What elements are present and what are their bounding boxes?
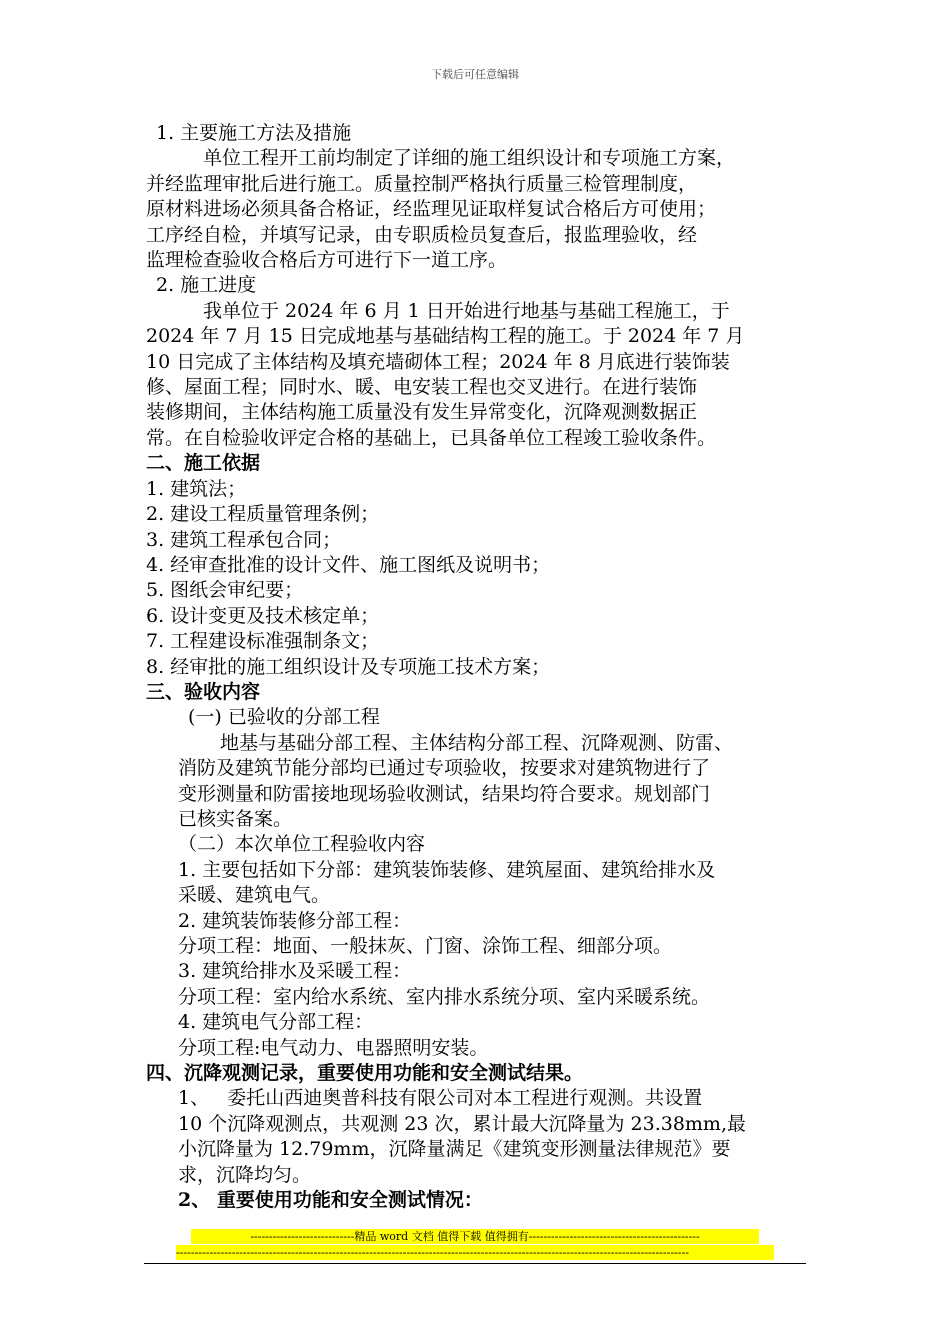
paragraph-accepted: 地基与基础分部工程、主体结构分部工程、沉降观测、防雷、 消防及建筑节能分部均已通过专项验收，按要求对建筑物进行了 变形测量和防雷接地现场验收测试，结果均符合要求。规划部门 已核实备案。 <box>178 731 734 830</box>
paragraph-methods: 单位工程开工前均制定了详细的施工组织设计和专项施工方案， 并经监理审批后进行施工。质量控制严格执行质量三检管理制度， 原材料进场必须具备合格证，经监理见证取样复试合格后方可使用； 工序经自检，并填写记录，由专职质检员复查后，报监理验收，经 监理检查验收合格后方可进行下一道工序。 <box>146 147 736 272</box>
basis-item: 5. 图纸会审纪要； <box>146 579 304 602</box>
current-item: 分项工程:电气动力、电器照明安装。 <box>178 1036 489 1059</box>
settlement-item-2: 2、 重要使用功能和安全测试情况： <box>178 1189 483 1212</box>
paragraph-progress: 我单位于 2024 年 6 月 1 日开始进行地基与基础工程施工，于 2024 年 7 月 15 日完成地基与基础结构工程的施工。于 2024 年 7 月 10 日完成了主体结构及填充墙砌体工程；2024 年 8 月底进行装饰装 修、屋面工程；同时水、暖、电安装工程也交叉进行。在进行装饰 装修期间，主体结构施工质量没有发生异常变化，沉降观测数据正 常。在自检验收评定合格的基础上，已具备单位工程竣工验收条件。 <box>146 299 745 449</box>
page-header: 下载后可任意编辑 <box>431 68 519 81</box>
basis-item: 8. 经审批的施工组织设计及专项施工技术方案； <box>146 655 551 678</box>
section-title-progress: 2. 施工进度 <box>156 274 257 297</box>
basis-item: 3. 建筑工程承包合同； <box>146 528 342 551</box>
basis-item: 1. 建筑法； <box>146 477 247 500</box>
paragraph-settlement: 1、 委托山西迪奥普科技有限公司对本工程进行观测。共设置 10 个沉降观测点，共观测 23 次，累计最大沉降量为 23.38mm,最 小沉降量为 12.79mm，沉降量满足《建筑变形测量法律规范》要 求，沉降均匀。 <box>178 1087 746 1186</box>
heading-settlement: 四、沉降观测记录，重要使用功能和安全测试结果。 <box>146 1062 584 1085</box>
footer-banner-line2: ------------------------------------------------------------------------------------------------------------------------------------------ <box>176 1245 774 1260</box>
current-item: 2. 建筑装饰装修分部工程： <box>178 909 412 932</box>
current-item: 1. 主要包括如下分部：建筑装饰装修、建筑屋面、建筑给排水及 采暖、建筑电气。 <box>178 858 716 907</box>
current-item: 分项工程：室内给水系统、室内排水系统分项、室内采暖系统。 <box>178 985 711 1008</box>
basis-item: 6. 设计变更及技术核定单； <box>146 604 380 627</box>
current-item: 4. 建筑电气分部工程： <box>178 1011 374 1034</box>
footer-divider <box>144 1263 806 1264</box>
subsection-title-current: （二）本次单位工程验收内容 <box>178 833 426 856</box>
heading-acceptance: 三、验收内容 <box>146 680 261 703</box>
subsection-title-accepted: (一) 已验收的分部工程 <box>188 706 380 729</box>
document-body <box>146 121 826 1213</box>
current-item: 分项工程：地面、一般抹灰、门窗、涂饰工程、细部分项。 <box>178 935 673 957</box>
basis-item: 7. 工程建设标准强制条文； <box>146 630 380 653</box>
footer-banner-line1: ----------------------------精品 word 文档 值得下载 值得拥有---------------------------------------------- <box>191 1229 759 1244</box>
basis-item: 2. 建设工程质量管理条例； <box>146 503 380 526</box>
section-title-methods: 1. 主要施工方法及措施 <box>156 122 352 144</box>
heading-basis: 二、施工依据 <box>146 452 261 475</box>
basis-item: 4. 经审查批准的设计文件、施工图纸及说明书； <box>146 553 551 576</box>
current-item: 3. 建筑给排水及采暖工程： <box>178 960 412 983</box>
